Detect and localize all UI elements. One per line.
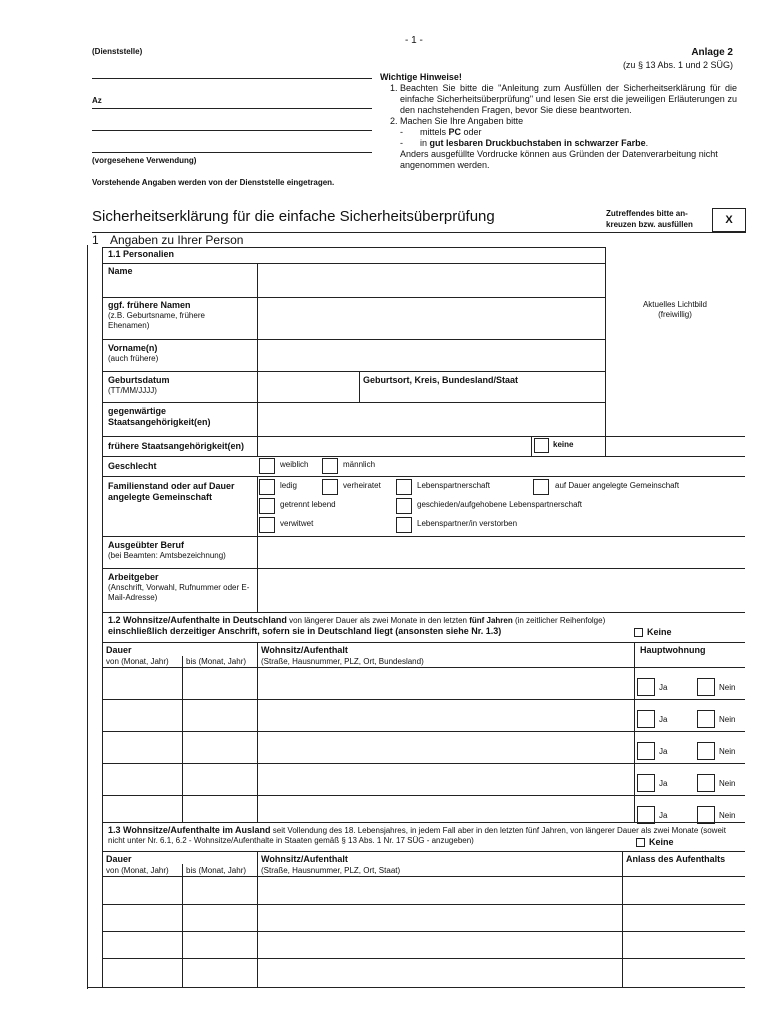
s13-wohnsitz-label: Wohnsitz/Aufenthalt	[261, 854, 348, 864]
s12-title	[108, 615, 628, 637]
cell-divider	[359, 371, 360, 402]
s12-wohnsitz-label: Wohnsitz/Aufenthalt	[261, 645, 348, 655]
row-line	[102, 667, 745, 668]
row-line	[102, 642, 745, 643]
s12-title-b2: fünf Jahren	[469, 616, 513, 625]
arbeitgeber-input[interactable]	[258, 569, 745, 612]
s13-left-border	[102, 822, 103, 988]
s13-title-n: seit Vollendung des 18. Lebensjahres, in jedem Fall aber in den letzten fünf Jahren, von längerer Dauer als zwei Monate (soweit nicht unter Nr. 6.1, 6.2 - Wohnsitze/Aufenthalte in Staaten gemäß § 13 Abs. 1 Nr. 17 SÜG - anzugeben)	[108, 826, 726, 845]
fruehere-namen-label	[108, 300, 248, 331]
geburtsort-label: Geburtsort, Kreis, Bundesland/Staat	[363, 375, 519, 385]
partner-verstorben-label: Lebenspartner/in verstorben	[417, 519, 518, 528]
hauptwohnung-nein-checkbox[interactable]	[697, 710, 715, 728]
arbeitgeber-hint: (Anschrift, Vorwahl, Rufnummer oder E-Mail-Adresse)	[108, 583, 250, 602]
arbeitgeber-text: Arbeitgeber	[108, 572, 159, 582]
hint-item-1: 1. Beachten Sie bitte die "Anleitung zum Ausfüllen der Sicherheitserklärung für die einfache Sicherheitsüberprüfung" und lesen Sie erst die jeweiligen Erläuterungen zu den nachstehenden Fragen, bevor Sie diese beantworten.	[400, 83, 737, 116]
anlage-reference: (zu § 13 Abs. 1 und 2 SÜG)	[622, 60, 733, 70]
hint-dash-1-pre: mittels	[420, 127, 449, 137]
s11-title: 1.1 Personalien	[108, 249, 175, 259]
hint-dash-1	[400, 127, 737, 138]
hint-dash-2-bold: gut lesbaren Druckbuchstaben in schwarzer Farbe	[429, 138, 646, 148]
verwitwet-checkbox[interactable]	[259, 517, 275, 533]
hauptwohnung-nein-checkbox[interactable]	[697, 742, 715, 760]
section1-title: Angaben zu Ihrer Person	[110, 233, 244, 247]
az-label: Az	[92, 96, 102, 105]
hauptwohnung-ja-checkbox[interactable]	[637, 678, 655, 696]
s13-keine-label: Keine	[649, 837, 674, 847]
geschlecht-label: Geschlecht	[108, 461, 157, 471]
hint-item-2	[400, 116, 737, 149]
s12-bis-label: bis (Monat, Jahr)	[186, 657, 247, 666]
s12-title-n2: (in zeitlicher Reihenfolge)	[512, 616, 606, 625]
s13-col-divider-1	[182, 864, 183, 988]
s13-keine-checkbox[interactable]	[636, 838, 645, 847]
partner-verstorben-checkbox[interactable]	[396, 517, 412, 533]
s13-anlass-label: Anlass des Aufenthalts	[626, 854, 726, 864]
row-line	[102, 931, 745, 932]
s12-title-b3: einschließlich derzeitiger Anschrift, sofern sie in Deutschland liegt (ansonsten siehe Nr. 1.3)	[108, 626, 502, 636]
s11-left-border	[102, 247, 103, 613]
outer-left-border	[87, 245, 88, 989]
cell-divider	[531, 436, 532, 456]
verwitwet-label: verwitwet	[280, 519, 314, 528]
form-title: Sicherheitserklärung für die einfache Sicherheitsüberprüfung	[92, 208, 495, 225]
dienststelle-label: (Dienststelle)	[92, 47, 143, 56]
bottom-line	[87, 987, 745, 988]
s13-wohnsitz-hint: (Straße, Hausnummer, PLZ, Ort, Staat)	[261, 866, 401, 875]
hauptwohnung-ja-label: Ja	[659, 715, 668, 724]
hauptwohnung-ja-label: Ja	[659, 747, 668, 756]
s12-dauer-label: Dauer	[106, 645, 132, 655]
anlage-label: Anlage 2	[691, 47, 733, 58]
az-line	[92, 108, 372, 109]
beruf-input[interactable]	[258, 537, 745, 568]
zutreffendes-hint-2: kreuzen bzw. ausfüllen	[606, 220, 693, 229]
hauptwohnung-nein-label: Nein	[719, 683, 736, 692]
geburtsdatum-input[interactable]	[258, 372, 358, 401]
row-line	[102, 436, 745, 437]
verheiratet-checkbox[interactable]	[322, 479, 338, 495]
s12-von-label: von (Monat, Jahr)	[106, 657, 169, 666]
beruf-label	[108, 540, 226, 561]
hints-footer: Anders ausgefüllte Vordrucke können aus Gründen der Datenverarbeitung nicht angenommen werden.	[400, 149, 718, 170]
geschieden-label: geschieden/aufgehobene Lebenspartnerschaft	[417, 500, 583, 509]
row-line	[102, 731, 745, 732]
hauptwohnung-nein-label: Nein	[719, 715, 736, 724]
zutreffendes-hint-1: Zutreffendes bitte an-	[606, 209, 688, 218]
vorname-label	[108, 343, 158, 364]
s12-title-n1: von längerer Dauer als zwei Monate in den letzten	[286, 616, 470, 625]
staatsang-label: gegenwärtige Staatsangehörigkeit(en)	[108, 406, 211, 427]
lebenspartnerschaft-checkbox[interactable]	[396, 479, 412, 495]
hint-dash-2-pre: in	[420, 138, 430, 148]
s13-bis-label: bis (Monat, Jahr)	[186, 866, 247, 875]
photo-placeholder: Aktuelles Lichtbild (freiwillig)	[642, 300, 708, 319]
x-mark-box: X	[712, 208, 746, 232]
vorname-hint: (auch frühere)	[108, 354, 159, 363]
extra-line	[92, 130, 372, 131]
ledig-label: ledig	[280, 481, 297, 490]
hauptwohnung-nein-label: Nein	[719, 811, 736, 820]
row-line	[102, 822, 745, 823]
beruf-hint: (bei Beamten: Amtsbezeichnung)	[108, 551, 226, 560]
row-line	[102, 876, 745, 877]
weiblich-label: weiblich	[280, 460, 309, 469]
hauptwohnung-ja-checkbox[interactable]	[637, 742, 655, 760]
s13-col-divider-2	[257, 851, 258, 988]
row-line	[102, 795, 745, 796]
lebenspartnerschaft-label: Lebenspartnerschaft	[417, 481, 490, 490]
s12-col-divider-1	[182, 656, 183, 822]
s12-left-border	[102, 612, 103, 822]
name-label: Name	[108, 266, 133, 276]
verwendung-label: (vorgesehene Verwendung)	[92, 156, 197, 165]
page-number: - 1 -	[405, 35, 423, 46]
fruehere-staatsang-label: frühere Staatsangehörigkeit(en)	[108, 441, 245, 451]
maennlich-label: männlich	[343, 460, 376, 469]
s12-keine-label: Keine	[647, 627, 672, 637]
fruehere-namen-text: ggf. frühere Namen	[108, 300, 191, 310]
vorname-text: Vorname(n)	[108, 343, 158, 353]
dienststelle-line	[92, 78, 372, 79]
hints-block	[380, 72, 737, 171]
hauptwohnung-ja-label: Ja	[659, 811, 668, 820]
ledig-checkbox[interactable]	[259, 479, 275, 495]
s12-hauptwohnung-label: Hauptwohnung	[640, 645, 706, 655]
familienstand-label: Familienstand oder auf Dauer angelegte Gemeinschaft	[108, 481, 235, 502]
weiblich-checkbox[interactable]	[259, 458, 275, 474]
geburtsdatum-label	[108, 375, 170, 396]
s11-top-line	[102, 247, 605, 248]
dienststelle-note: Vorstehende Angaben werden von der Dienststelle eingetragen.	[92, 178, 335, 187]
row-line	[102, 763, 745, 764]
verheiratet-label: verheiratet	[343, 481, 381, 490]
keine-checkbox[interactable]	[534, 438, 549, 453]
s12-title-b1: 1.2 Wohnsitze/Aufenthalte in Deutschland	[108, 615, 287, 625]
row-line	[102, 958, 745, 959]
vorname-input[interactable]	[258, 340, 604, 371]
row-line	[102, 476, 745, 477]
hauptwohnung-ja-label: Ja	[659, 683, 668, 692]
fruehere-namen-hint: (z.B. Geburtsname, frühere Ehenamen)	[108, 311, 205, 330]
s12-wohnsitz-hint: (Straße, Hausnummer, PLZ, Ort, Bundesland)	[261, 657, 424, 666]
beruf-text: Ausgeübter Beruf	[108, 540, 185, 550]
staatsang-input[interactable]	[258, 403, 745, 436]
hauptwohnung-nein-label: Nein	[719, 779, 736, 788]
hauptwohnung-ja-label: Ja	[659, 779, 668, 788]
geburtsdatum-text: Geburtsdatum	[108, 375, 170, 385]
hint-item-2-text: Machen Sie Ihre Angaben bitte	[400, 116, 524, 126]
hint-dash-2	[400, 138, 737, 149]
hint-dash-1-bold: PC	[448, 127, 462, 137]
row-line	[102, 612, 745, 613]
hint-dash-1-post: oder	[461, 127, 482, 137]
hauptwohnung-ja-checkbox[interactable]	[637, 710, 655, 728]
section1-number: 1	[92, 233, 99, 247]
row-line	[102, 851, 745, 852]
maennlich-checkbox[interactable]	[322, 458, 338, 474]
keine-label: keine	[553, 440, 574, 449]
s13-title-b: 1.3 Wohnsitze/Aufenthalte im Ausland	[108, 825, 271, 835]
cell-divider	[257, 476, 258, 536]
hints-title: Wichtige Hinweise!	[380, 72, 462, 82]
s13-col-divider-3	[622, 851, 623, 988]
auf-dauer-label: auf Dauer angelegte Gemeinschaft	[555, 481, 680, 490]
arbeitgeber-label	[108, 572, 253, 603]
hauptwohnung-nein-checkbox[interactable]	[697, 678, 715, 696]
hint-dash-2-post: .	[645, 138, 649, 148]
auf-dauer-checkbox[interactable]	[533, 479, 549, 495]
s13-dauer-label: Dauer	[106, 854, 132, 864]
getrennt-checkbox[interactable]	[259, 498, 275, 514]
geburtsdatum-hint: (TT/MM/JJJJ)	[108, 386, 157, 395]
geschieden-checkbox[interactable]	[396, 498, 412, 514]
row-line	[102, 904, 745, 905]
verwendung-line	[92, 152, 372, 153]
getrennt-label: getrennt lebend	[280, 500, 336, 509]
row-line	[102, 456, 745, 457]
name-input[interactable]	[258, 264, 604, 297]
row-line	[102, 699, 745, 700]
s13-von-label: von (Monat, Jahr)	[106, 866, 169, 875]
fruehere-namen-input[interactable]	[258, 298, 604, 339]
hauptwohnung-nein-label: Nein	[719, 747, 736, 756]
hauptwohnung-ja-checkbox[interactable]	[637, 774, 655, 792]
s12-keine-checkbox[interactable]	[634, 628, 643, 637]
hauptwohnung-nein-checkbox[interactable]	[697, 774, 715, 792]
